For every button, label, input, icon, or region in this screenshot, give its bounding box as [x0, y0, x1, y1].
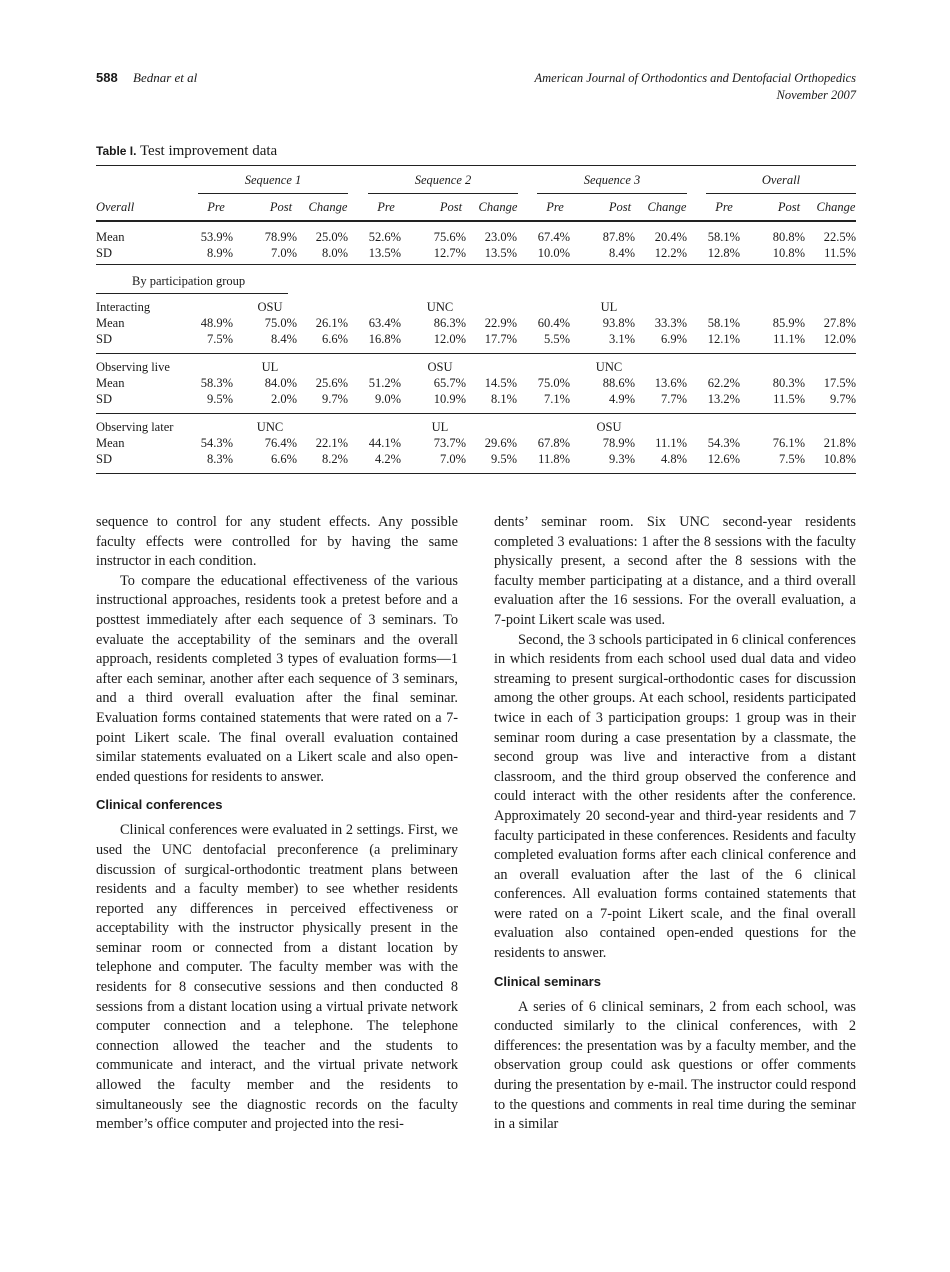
table-cell: 29.6%	[484, 436, 517, 450]
section-heading: Clinical conferences	[96, 797, 223, 813]
table-cell: 87.8%	[602, 230, 635, 244]
table-cell: 17.7%	[484, 332, 517, 346]
table-cell: 13.5%	[368, 246, 401, 260]
table-cell: 67.4%	[537, 230, 570, 244]
table-cell: 54.3%	[707, 436, 740, 450]
school-label: OSU	[257, 300, 283, 314]
table-rule	[368, 193, 518, 194]
table-cell: 75.6%	[433, 230, 466, 244]
paragraph: dents’ seminar room. Six UNC second-year residents completed 3 evaluations: 1 after the 8 sessions with the faculty physically present, a second after the 8 sessions with the faculty member participating at a distance, and a third overall evaluation after the 16 sessions. For the overall evaluation, a 7-point Likert scale was used.	[494, 514, 856, 628]
table-cell: 53.9%	[200, 230, 233, 244]
row-label: Mean	[96, 376, 125, 390]
journal-issue: November 2007	[776, 88, 856, 102]
school-label: UNC	[595, 360, 623, 374]
table-cell: 5.5%	[543, 332, 570, 346]
table-rule	[706, 193, 856, 194]
table-cell: 62.2%	[707, 376, 740, 390]
table-cell: 8.3%	[206, 452, 233, 466]
row-label: Mean	[96, 230, 125, 244]
table-cell: 16.8%	[368, 332, 401, 346]
table-rule	[198, 193, 348, 194]
school-label: OSU	[596, 420, 622, 434]
column-subheader: Change	[308, 200, 348, 214]
group-label: Interacting	[96, 300, 151, 314]
table-cell: 44.1%	[368, 436, 401, 450]
table-cell: 8.4%	[608, 246, 635, 260]
table-cell: 63.4%	[368, 316, 401, 330]
table-cell: 12.6%	[707, 452, 740, 466]
section-heading: Clinical seminars	[494, 973, 601, 989]
table-cell: 10.0%	[537, 246, 570, 260]
table-cell: 4.2%	[374, 452, 401, 466]
row-label: SD	[96, 452, 112, 466]
table-cell: 76.1%	[772, 436, 805, 450]
table-cell: 27.8%	[823, 316, 856, 330]
table-cell: 25.0%	[315, 230, 348, 244]
table-cell: 22.5%	[823, 230, 856, 244]
table-cell: 20.4%	[654, 230, 687, 244]
table-cell: 58.1%	[707, 230, 740, 244]
table-cell: 88.6%	[602, 376, 635, 390]
table-cell: 22.1%	[315, 436, 348, 450]
table-cell: 75.0%	[537, 376, 570, 390]
table-cell: 7.0%	[270, 246, 297, 260]
table-cell: 51.2%	[368, 376, 401, 390]
table-cell: 6.6%	[270, 452, 297, 466]
table-cell: 8.4%	[270, 332, 297, 346]
table-cell: 2.0%	[270, 392, 297, 406]
column-subheader: Post	[777, 200, 801, 214]
row-label: Mean	[96, 436, 125, 450]
table-cell: 26.1%	[315, 316, 348, 330]
table-cell: 9.7%	[829, 392, 856, 406]
table-cell: 8.2%	[321, 452, 348, 466]
table-cell: 8.0%	[321, 246, 348, 260]
table-cell: 9.0%	[374, 392, 401, 406]
running-header	[96, 70, 856, 110]
table-rule	[96, 473, 856, 474]
table-cell: 76.4%	[264, 436, 297, 450]
table-cell: 13.6%	[654, 376, 687, 390]
paragraph: Second, the 3 schools participated in 6 clinical conferences in which residents from each school used dual data and video streaming to present surgical-orthodontic cases for discussion among the other groups. At each school, residents participated twice in each of 3 participation groups: 1 group was in their seminar room during a case presentation by a classmate, the second group was live and interactive from a distant classroom, and the third group observed the conference and could interact with the other residents after the conference. Approximately 20 second-year and third-year residents and 7 faculty participated in these conferences. Residents and faculty completed evaluation forms after each clinical conference and an overall evaluation after the last of the 6 clinical conferences. All evaluation forms contained statements that were rated on a 7-point Likert scale, and the final overall evaluation also contained open-ended questions for the residents to answer.	[494, 631, 856, 962]
table-cell: 14.5%	[484, 376, 517, 390]
table-cell: 6.9%	[660, 332, 687, 346]
table-cell: 58.3%	[200, 376, 233, 390]
table-cell: 80.3%	[772, 376, 805, 390]
group-label: Observing live	[96, 360, 170, 374]
table-cell: 78.9%	[264, 230, 297, 244]
table-cell: 84.0%	[264, 376, 297, 390]
table-cell: 52.6%	[368, 230, 401, 244]
column-subheader: Change	[647, 200, 687, 214]
table-rule	[96, 165, 856, 166]
table-title: Test improvement data	[139, 143, 278, 159]
table-cell: 11.1%	[773, 332, 805, 346]
table-cell: 65.7%	[433, 376, 466, 390]
table-cell: 12.8%	[707, 246, 740, 260]
school-label: UL	[261, 360, 279, 374]
group-label: Observing later	[96, 420, 174, 434]
row-label: SD	[96, 246, 112, 260]
table-cell: 12.0%	[433, 332, 466, 346]
school-label: UL	[600, 300, 618, 314]
table-rule	[96, 264, 856, 265]
column-subheader: Pre	[207, 200, 225, 214]
table-cell: 9.5%	[490, 452, 517, 466]
table-cell: 73.7%	[433, 436, 466, 450]
table-cell: 12.2%	[654, 246, 687, 260]
column-subheader: Change	[478, 200, 518, 214]
table-cell: 9.5%	[206, 392, 233, 406]
table-cell: 25.6%	[315, 376, 348, 390]
column-subheader: Post	[439, 200, 463, 214]
table-cell: 13.2%	[707, 392, 740, 406]
table-cell: 10.9%	[433, 392, 466, 406]
table-cell: 11.5%	[824, 246, 856, 260]
paragraph: To compare the educational effectiveness of the various instructional approaches, residents took a pretest before and a posttest immediately after each sequence of 3 seminars. To evaluate the acceptability of the seminars and the overall approach, residents completed 3 types of evaluation forms—1 after each seminar, another after each sequence of 3 seminars, and a third overall evaluation after the final seminar. Evaluation forms contained statements that were rated on a 7-point Likert scale. The final overall evaluation contained similar statements evaluated on a Likert scale and also open-ended questions for residents to answer.	[96, 572, 458, 785]
table-cell: 67.8%	[537, 436, 570, 450]
school-label: UL	[431, 420, 449, 434]
table-cell: 80.8%	[772, 230, 805, 244]
table-rule	[96, 220, 856, 222]
table-rule	[96, 413, 856, 414]
school-label: UNC	[256, 420, 284, 434]
table-cell: 7.7%	[660, 392, 687, 406]
table-cell: 21.8%	[823, 436, 856, 450]
table-cell: 12.1%	[707, 332, 740, 346]
left-column	[96, 513, 458, 1135]
table-caption	[96, 143, 277, 160]
paragraph: Clinical conferences were evaluated in 2 settings. First, we used the UNC dentofacial preconference (a preliminary discussion of surgical-orthodontic treatment plans between residents and a faculty member) to see whether residents reported any differences in perceived effectiveness or acceptability with the instructor physically present in the seminar room or connected from a distant location by telephone and computer. The faculty member was with the residents for 8 consecutive sessions and then conducted 8 sessions from a distant location using a virtual private network computer connection and a telephone. The telephone connection allowed the teacher and the students to communicate and interact, and the virtual private network allowed the faculty member and the residents to simultaneously see the diagnostic records on the faculty member’s office computer and projected into the resi-	[96, 822, 458, 1133]
table-cell: 60.4%	[537, 316, 570, 330]
column-group-header: Overall	[761, 173, 801, 187]
row-label: SD	[96, 392, 112, 406]
table-rule	[96, 293, 288, 294]
running-authors: Bednar et al	[133, 70, 198, 85]
column-subheader: Pre	[546, 200, 564, 214]
table-cell: 6.6%	[321, 332, 348, 346]
table-cell: 58.1%	[707, 316, 740, 330]
journal-title: American Journal of Orthodontics and Dentofacial Orthopedics	[534, 71, 856, 85]
table-cell: 7.1%	[543, 392, 570, 406]
paragraph: sequence to control for any student effects. Any possible faculty effects were controlled for by having the same instructor in each condition.	[96, 514, 458, 570]
table-cell: 78.9%	[602, 436, 635, 450]
page-number: 588	[96, 70, 118, 85]
table-rule	[96, 353, 856, 354]
column-subheader: Pre	[715, 200, 733, 214]
table-cell: 9.7%	[321, 392, 348, 406]
table-cell: 48.9%	[200, 316, 233, 330]
table-cell: 33.3%	[654, 316, 687, 330]
column-subheader: Change	[816, 200, 856, 214]
table-cell: 7.5%	[778, 452, 805, 466]
table-cell: 75.0%	[264, 316, 297, 330]
table-cell: 10.8%	[772, 246, 805, 260]
table-cell: 12.7%	[433, 246, 466, 260]
table-cell: 8.9%	[206, 246, 233, 260]
table-cell: 11.8%	[538, 452, 570, 466]
table-label: Table I.	[96, 144, 137, 158]
table-cell: 85.9%	[772, 316, 805, 330]
table-cell: 17.5%	[823, 376, 856, 390]
row-header-label: Overall	[96, 200, 135, 214]
school-label: UNC	[426, 300, 454, 314]
table-cell: 93.8%	[602, 316, 635, 330]
table-cell: 4.8%	[660, 452, 687, 466]
column-subheader: Post	[608, 200, 632, 214]
journal-info	[535, 70, 857, 104]
table-cell: 11.5%	[773, 392, 805, 406]
table-cell: 4.9%	[608, 392, 635, 406]
school-label: OSU	[427, 360, 453, 374]
table-cell: 7.5%	[206, 332, 233, 346]
row-label: Mean	[96, 316, 125, 330]
table-cell: 9.3%	[608, 452, 635, 466]
column-subheader: Post	[269, 200, 293, 214]
paragraph: A series of 6 clinical seminars, 2 from each school, was conducted similarly to the clinical conferences, with 2 differences: the presentation was by a faculty member, and the observation group could ask questions or offer comments during the presentation by e-mail. The instructor could respond to the questions and comments in real time during the seminar in a similar	[494, 998, 856, 1133]
table-cell: 8.1%	[490, 392, 517, 406]
section-label: By participation group	[132, 274, 246, 288]
table-cell: 7.0%	[439, 452, 466, 466]
table-cell: 54.3%	[200, 436, 233, 450]
column-group-header: Sequence 2	[414, 173, 472, 187]
table-cell: 86.3%	[433, 316, 466, 330]
table-cell: 22.9%	[484, 316, 517, 330]
table-cell: 23.0%	[484, 230, 517, 244]
row-label: SD	[96, 332, 112, 346]
table-cell: 12.0%	[823, 332, 856, 346]
table-cell: 13.5%	[484, 246, 517, 260]
table-cell: 3.1%	[608, 332, 635, 346]
column-subheader: Pre	[377, 200, 395, 214]
column-group-header: Sequence 1	[244, 173, 302, 187]
right-column	[494, 513, 856, 1135]
table-rule	[537, 193, 687, 194]
table-cell: 11.1%	[655, 436, 687, 450]
column-group-header: Sequence 3	[583, 173, 641, 187]
table-cell: 10.8%	[823, 452, 856, 466]
